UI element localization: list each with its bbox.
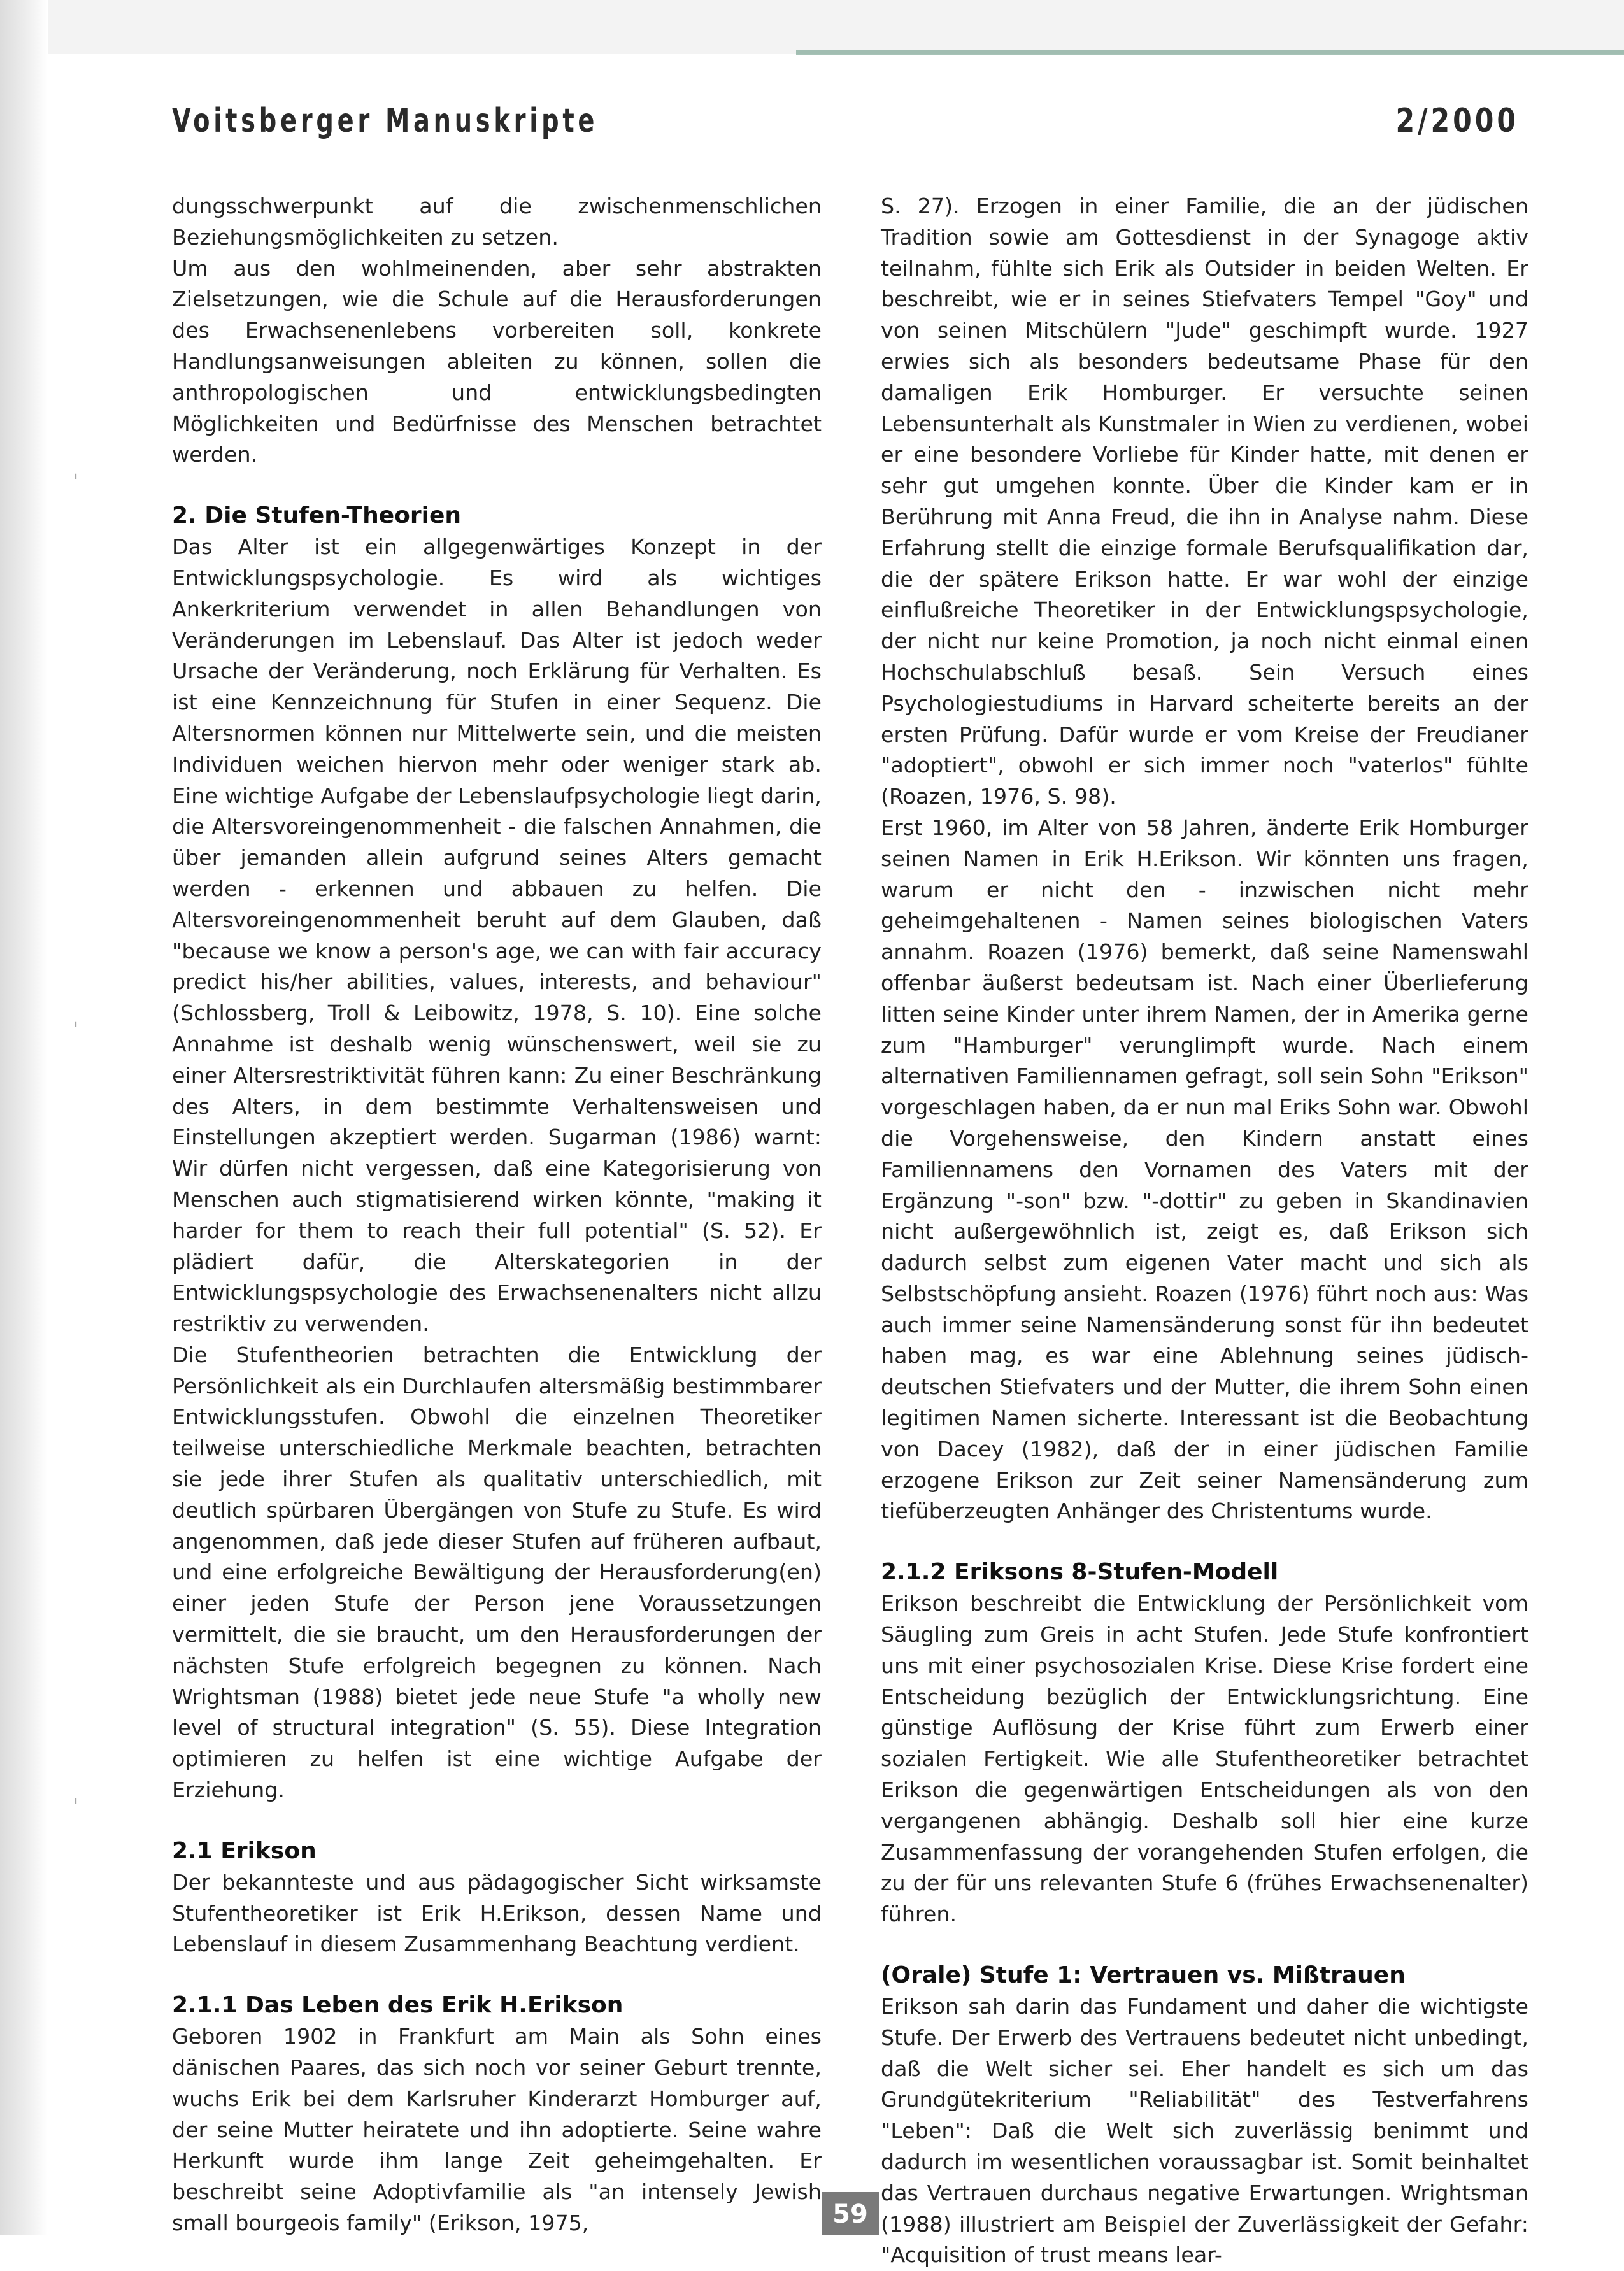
paragraph: Erst 1960, im Alter von 58 Jahren, änderte Erik Homburger seinen Namen in Erik H.Erikson. Wir könnten uns fragen, warum er nicht den - inzwischen nicht mehr geheimgehaltenen - Namen seines biologischen Vaters annahm. Roazen (1976) bemerkt, daß seine Namenswahl offenbar äußerst bedeutsam ist. Nach einer Überlieferung litten seine Kinder unter ihrem Namen, der in Amerika gerne zum "Hamburger" verunglimpft wurde. Nach einem alternativen Familiennamen gefragt, soll sein Sohn "Erikson" vorgeschlagen haben, da er nun mal Eriks Sohn war. Obwohl die Vorgehensweise, den Kindern anstatt eines Familiennamens den Vornamen des Vaters mit der Ergänzung "-son" bzw. "-dottir" zu geben in Skandinavien nicht außergewöhnlich ist, zeigt es, daß Erikson sich dadurch selbst zum eigenen Vater macht und sich als Selbstschöpfung ansieht. Roazen (1976) führt noch aus: Was auch immer seine Namensänderung sonst für ihn bedeutet haben mag, es war eine Ablehnung seines jüdisch-deutschen Stiefvaters und der Mutter, die ihrem Sohn einen legitimen Namen sicherte. Interessant ist die Beobachtung von Dacey (1982), daß der in einer jüdischen Familie erzogene Erikson zur Zeit seiner Namensänderung zum tiefüberzeugten Anhänger des Christentums wurde. <box>881 815 1528 1524</box>
paragraph: Die Stufentheorien betrachten die Entwicklung der Persönlichkeit als ein Durchlaufen altersmäßig bestimmbarer Entwicklungsstufen. Obwohl die einzelnen Theoretiker teilweise unterschiedliche Merkmale beachten, betrachten sie jede ihrer Stufen als qualitativ unterschiedlich, mit deutlich spürbaren Übergängen von Stufe zu Stufe. Es wird angenommen, daß jede dieser Stufen auf früheren aufbaut, und eine erfolgreiche Bewältigung der Herausforderung(en) einer jeden Stufe der Person jene Voraussetzungen vermittelt, die sie braucht, um den Herausforderungen der nächsten Stufe erfolgreich begegnen zu können. Nach Wrightsman (1988) bietet jede neue Stufe "a wholly new level of structural integration" (S. 55). Diese Integration optimieren zu helfen ist eine wichtige Aufgabe der Erziehung. <box>172 1342 822 1803</box>
section-heading-8-stufen-modell: 2.1.2 Eriksons 8-Stufen-Modell <box>881 1559 1279 1586</box>
paragraph: Der bekannteste und aus pädagogischer Sicht wirksamste Stufentheoretiker ist Erik H.Erikson, dessen Name und Lebenslauf in diesem Zusammenhang Beachtung verdient. <box>172 1869 822 1957</box>
paragraph: S. 27). Erzogen in einer Familie, die an der jüdischen Tradition sowie am Gottesdienst in der Synagoge aktiv teilnahm, fühlte sich Erik als Outsider in beiden Welten. Er beschreibt, wie er in seines Stiefvaters Tempel "Goy" und von seinen Mitschülern "Jude" geschimpft wurde. 1927 erwies sich als besonders bedeutsame Phase für den damaligen Erik Homburger. Er versuchte seinen Lebensunterhalt als Kunstmaler in Wien zu verdienen, wobei er eine besondere Vorliebe für Kinder hatte, mit denen er sehr gut umgehen konnte. Über die Kinder kam er in Berührung mit Anna Freud, die ihn in Analyse nahm. Diese Erfahrung stellt die einzige formale Berufsqualifikation dar, die der spätere Erikson hatte. Er war wohl der einzige einflußreiche Theoretiker in der Entwicklungspsychologie, der nicht nur keine Promotion, ja noch nicht einmal einen Hochschulabschluß besaß. Sein Versuch eines Psychologiestudiums in Harvard scheiterte bereits an der ersten Prüfung. Dafür wurde er vom Kreise der Freudianer "adoptiert", obwohl er sich immer noch "vaterlos" fühlte (Roazen, 1976, S. 98). <box>881 194 1528 809</box>
margin-mark: ˈ <box>73 471 79 494</box>
margin-mark: ˈ <box>73 1019 79 1041</box>
journal-title: Voitsberger Manuskripte <box>172 102 599 140</box>
paragraph: Erikson sah darin das Fundament und daher die wichtigste Stufe. Der Erwerb des Vertrauens bedeutet nicht unbedingt, daß die Welt sicher sei. Eher handelt es sich um das Grundgütekriterium "Reliabilität" des Testverfahrens "Leben": Daß die Welt sich zuverlässig benimmt und dadurch im wesentlichen voraussagbar ist. Somit beinhaltet das Vertrauen durchaus negative Erwartungen. Wrightsman (1988) illustriert am Beispiel der Zuverlässigkeit der Gefahr: "Acquisition of trust means lear- <box>881 1994 1528 2268</box>
paragraph: Geboren 1902 in Frankfurt am Main als Sohn eines dänischen Paares, das sich noch vor seiner Geburt trennte, wuchs Erik bei dem Karlsruher Kinderarzt Homburger auf, der seine Mutter heiratete und ihn adoptierte. Seine wahre Herkunft wurde ihm lange Zeit geheimgehalten. Er beschreibt seine Adoptivfamilie als "an intensely Jewish small bourgeois family" (Erikson, 1975, <box>172 2024 822 2236</box>
page-number: 59 <box>832 2200 868 2229</box>
section-heading-erikson: 2.1 Erikson <box>172 1837 317 1864</box>
page-number-box <box>822 2192 879 2235</box>
section-heading-stufe-1: (Orale) Stufe 1: Vertrauen vs. Mißtrauen <box>881 1962 1406 1989</box>
left-column <box>172 191 822 2239</box>
right-column <box>881 191 1528 2271</box>
paragraph: Das Alter ist ein allgegenwärtiges Konzept in der Entwicklungspsychologie. Es wird als wichtiges Ankerkriterium verwendet in allen Behandlungen von Veränderungen im Lebenslauf. Das Alter ist jedoch weder Ursache der Veränderung, noch Erklärung für Verhalten. Es ist eine Kennzeichnung für Stufen in einer Sequenz. Die Altersnormen können nur Mittelwerte sein, und die meisten Individuen weichen hiervon mehr oder weniger stark ab. Eine wichtige Aufgabe der Lebenslaufpsychologie liegt darin, die Altersvoreingenommenheit - die falschen Annahmen, die über jemanden allein aufgrund seines Alters gemacht werden - erkennen und abbauen zu helfen. Die Altersvoreingenommenheit beruht auf dem Glauben, daß "because we know a person's age, we can with fair accuracy predict his/her abilities, values, interests, and behaviour" (Schlossberg, Troll & Leibowitz, 1978, S. 10). Eine solche Annahme ist deshalb wenig wünschenswert, weil sie zu einer Altersrestriktivität führen kann: Zu einer Beschränkung des Alters, in dem bestimmte Verhaltensweisen und Einstellungen akzeptiert werden. Sugarman (1986) warnt: Wir dürfen nicht vergessen, daß eine Kategorisierung von Menschen auch stigmatisierend wirken könnte, "making it harder for them to reach their full potential" (S. 52). Er plädiert dafür, die Alterskategorien in der Entwicklungspsychologie des Erwachsenenalters nicht allzu restriktiv zu verwenden. <box>172 534 822 1337</box>
scan-binding-shadow <box>0 0 48 2235</box>
paragraph: Um aus den wohlmeinenden, aber sehr abstrakten Zielsetzungen, wie die Schule auf die Herausforderungen des Erwachsenenlebens vorbereiten soll, konkrete Handlungsanweisungen ableiten zu können, sollen die anthropologischen und entwicklungsbedingten Möglichkeiten und Bedürfnisse des Menschen betrachtet werden. <box>172 255 822 467</box>
margin-mark: ˈ <box>73 1796 79 1818</box>
scan-top-edge <box>0 0 1624 54</box>
paragraph: Erikson beschreibt die Entwicklung der Persönlichkeit vom Säugling zum Greis in acht Stufen. Jede Stufe konfrontiert uns mit einer psychosozialen Krise. Diese Krise fordert eine Entscheidung bezüglich der Entwicklungsrichtung. Eine günstige Auflösung der Krise führt zum Erwerb einer sozialen Fertigkeit. Wie alle Stufentheoretiker betrachtet Erikson die gegenwärtigen Entscheidungen als von den vergangenen abhängig. Deshalb soll hier eine kurze Zusammenfassung der vorangehenden Stufen erfolgen, die zu der für uns relevanten Stufe 6 (frühes Erwachsenenalter) führen. <box>881 1591 1528 1927</box>
section-heading-stufen-theorien: 2. Die Stufen-Theorien <box>172 502 462 529</box>
section-heading-leben: 2.1.1 Das Leben des Erik H.Erikson <box>172 1992 623 2019</box>
scan-cover-edge <box>796 50 1624 55</box>
paragraph: dungsschwerpunkt auf die zwischenmenschlichen Beziehungsmöglichkeiten zu setzen. <box>172 194 822 250</box>
issue-number: 2/2000 <box>1395 102 1519 140</box>
